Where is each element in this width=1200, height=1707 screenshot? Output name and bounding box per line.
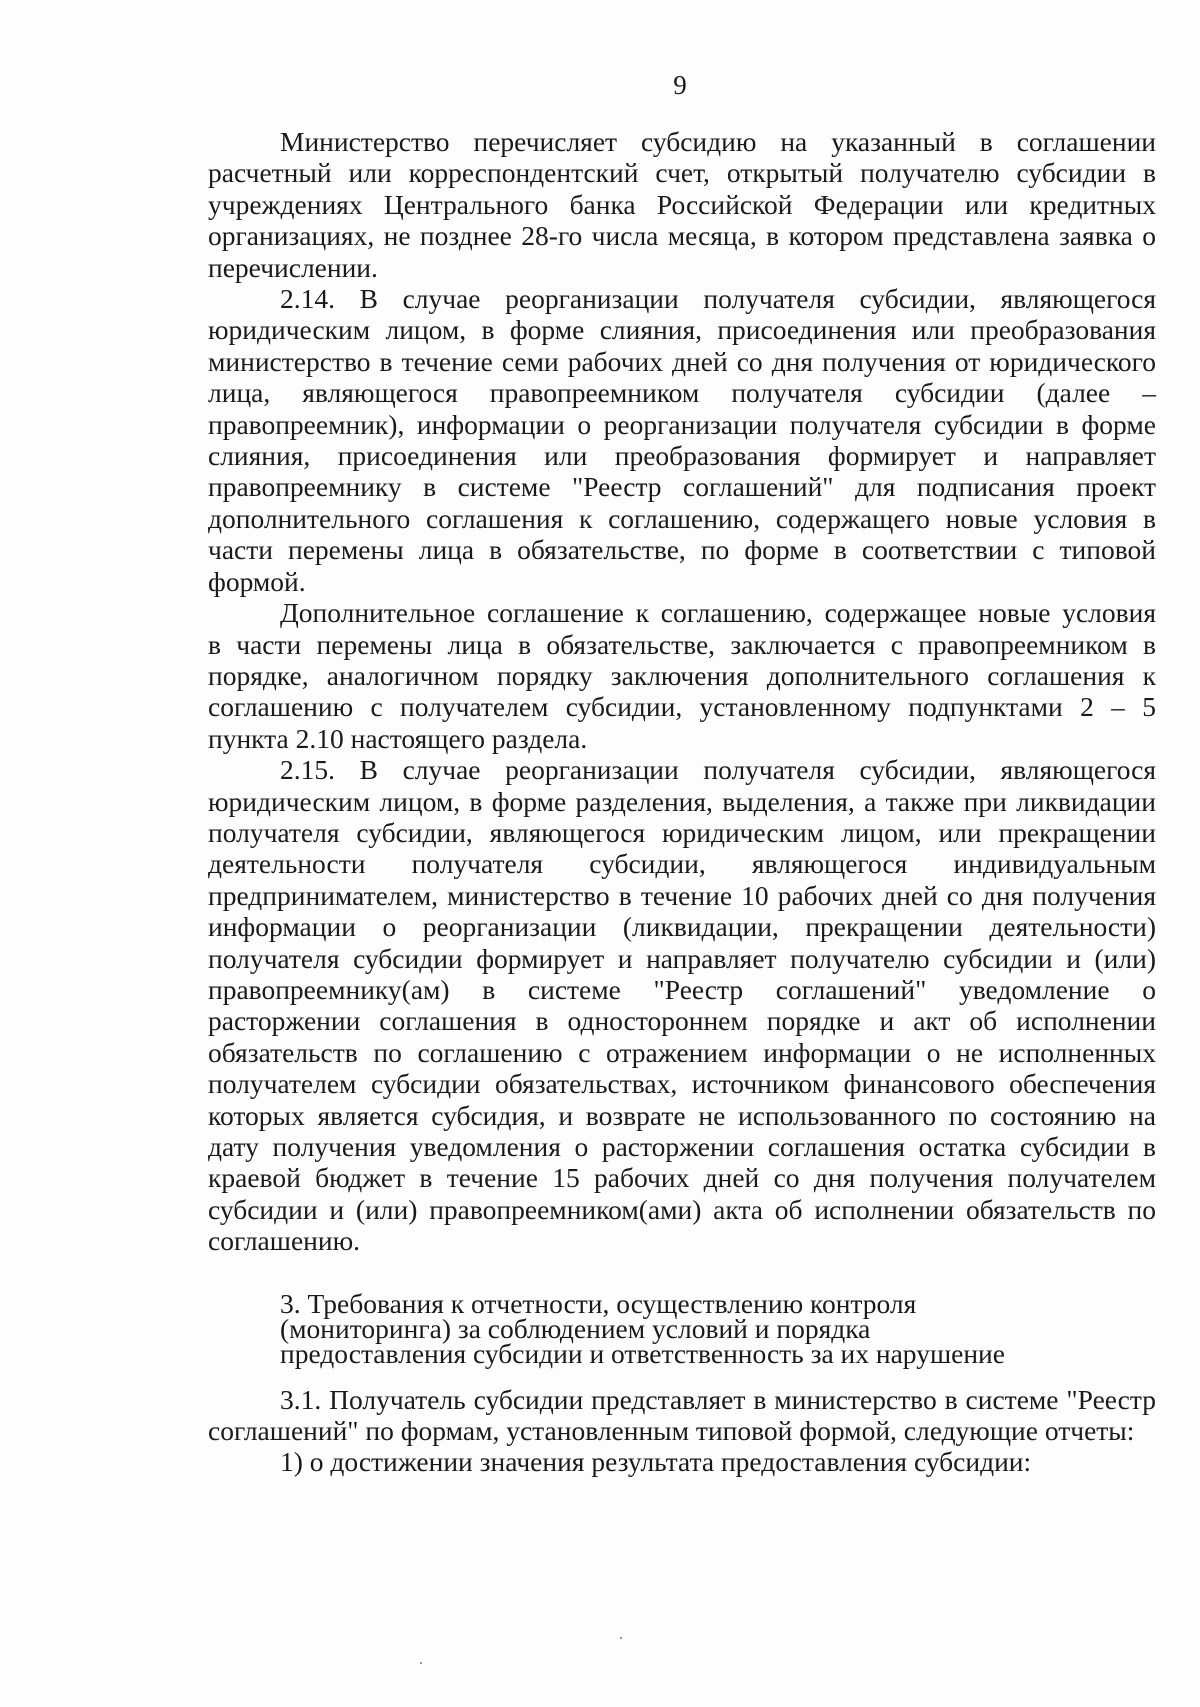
scan-speck	[420, 1662, 422, 1664]
section-3-heading	[208, 1287, 1156, 1369]
section-3-heading-line-2: (мониторинга) за соблюдением условий и порядка	[280, 1312, 871, 1344]
paragraph-additional-agreement-cont: в части перемены лица в обязательстве, заключается с правопреемником в порядке, аналогичном порядку заключения дополнительного соглашения к соглашению с получателем субсидии, установленному подпунктами 2 – 5 пункта 2.10 настоящего раздела.	[208, 628, 1156, 754]
paragraph-2-15: 2.15. В случае реорганизации получателя субсидии, являющегося юридическим лицом, в форме разделения, выделения, а также при ликвидации получателя субсидии, являющегося юридическим лицом, или прекращении деятельности получателя субсидии, являющегося индивидуальным предпринимателем, министерство в течение 10 рабочих дней со дня получения информации о реорганизации (ликвидации, прекращении деятельности) получателя субсидии формирует и направляет получателю субсидии и (или) правопреемнику(ам) в системе "Реестр соглашений" уведомление о расторжении соглашения в одностороннем порядке и акт об исполнении обязательств по соглашению с отражением информации о не исполненных получателем субсидии обязательствах, источником финансового обеспечения которых является субсидия, и возврате не использованного по состоянию на дату получения уведомления о расторжении соглашения остатка субсидии в краевой бюджет в течение 15 рабочих дней со дня получения получателем субсидии и (или) правопреемником(ами) акта об исполнении обязательств по соглашению.	[208, 754, 1156, 1257]
paragraph-3-1-item-1: 1) о достижении значения результата предоставления субсидии:	[280, 1446, 1032, 1478]
section-3-heading-line-3: предоставления субсидии и ответственность за их нарушение	[280, 1337, 1005, 1369]
section-3-heading-line-1: 3. Требования к отчетности, осуществлению контроля	[280, 1287, 917, 1319]
paragraph-2-14: 2.14. В случае реорганизации получателя субсидии, являющегося юридическим лицом, в форме слияния, присоединения или преобразования министерство в течение семи рабочих дней со дня получения от юридического лица, являющегося правопреемником получателя субсидии (далее – правопреемник), информации о реорганизации получателя субсидии в форме слияния, присоединения или преобразования формирует и направляет правопреемнику в системе "Реестр соглашений" для подписания проект дополнительного соглашения к соглашению, содержащего новые условия в части перемены лица в обязательстве, по форме в соответствии с типовой формой.	[208, 283, 1156, 597]
paragraph-3-1: 3.1. Получатель субсидии представляет в министерство в системе "Реестр соглашений" по формам, установленным типовой формой, следующие отчеты:	[208, 1383, 1156, 1447]
document-body	[208, 126, 1156, 1478]
paragraph-transfer: Министерство перечисляет субсидию на указанный в соглашении расчетный или корреспондентский счет, открытый получателю субсидии в учреждениях Центрального банка Российской Федерации или кредитных организациях, не позднее 28-го числа месяца, в котором представлена заявка о перечислении.	[208, 126, 1156, 283]
scan-speck	[620, 1637, 622, 1639]
page-number: 9	[673, 70, 687, 100]
paragraph-additional-agreement: Дополнительное соглашение к соглашению, содержащее новые условия	[280, 597, 1156, 629]
